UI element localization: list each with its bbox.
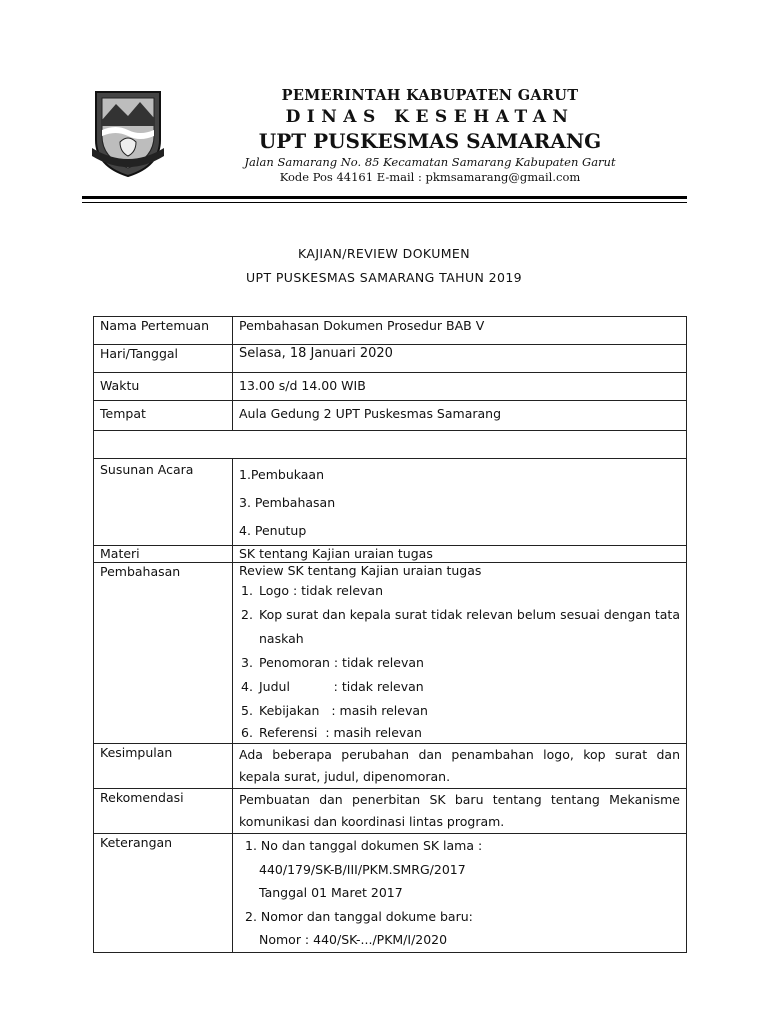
agenda-list: [233, 459, 687, 546]
discussion-list: [239, 579, 680, 743]
notes-cell: [233, 834, 687, 953]
table-row: [94, 744, 687, 789]
row-label: Rekomendasi: [94, 789, 233, 834]
row-value: Pembuatan dan penerbitan SK baru tentang tentang Mekanisme komunikasi dan koordinasi lintas program.: [233, 789, 687, 834]
table-row: [94, 373, 687, 401]
row-label: Hari/Tanggal: [94, 345, 233, 373]
table-row: [94, 546, 687, 563]
row-value: SK tentang Kajian uraian tugas: [233, 546, 687, 563]
government-name: PEMERINTAH KABUPATEN GARUT: [281, 87, 579, 104]
garut-regency-emblem: [92, 86, 164, 178]
row-label: Susunan Acara: [94, 459, 233, 546]
row-label: Tempat: [94, 401, 233, 431]
row-label: Nama Pertemuan: [94, 317, 233, 345]
note-detail: Tanggal 01 Maret 2017: [259, 885, 403, 900]
empty-cell: [94, 431, 687, 459]
letterhead-rule-thick: [82, 196, 687, 199]
list-item: 2. Kop surat dan kepala surat tidak relevan belum sesuai dengan tata naskah: [241, 607, 680, 646]
discussion-cell: [233, 563, 687, 744]
note-detail: 440/179/SK-B/III/PKM.SMRG/2017: [259, 861, 466, 877]
row-label: Keterangan: [94, 834, 233, 953]
table-row: [94, 345, 687, 373]
list-item: 3. Penomoran : tidak relevan: [241, 655, 424, 670]
note-detail: Nomor : 440/SK-.../PKM/I/2020: [259, 932, 448, 947]
table-row: [94, 317, 687, 345]
row-value: Ada beberapa perubahan dan penambahan logo, kop surat dan kepala surat, judul, dipenomoran.: [233, 744, 687, 789]
table-row: [94, 834, 687, 953]
row-label: Waktu: [94, 373, 233, 401]
address: Jalan Samarang No. 85 Kecamatan Samarang Kabupaten Garut: [244, 155, 616, 169]
letterhead: [170, 86, 690, 185]
row-value: 13.00 s/d 14.00 WIB: [233, 373, 687, 401]
table-row: [94, 401, 687, 431]
table-row: [94, 789, 687, 834]
letterhead-rule-thin: [82, 202, 687, 203]
note-item: 1. No dan tanggal dokumen SK lama :: [245, 838, 483, 853]
list-item: 1.Pembukaan: [239, 467, 325, 482]
institution-name: UPT PUSKESMAS SAMARANG: [258, 129, 602, 153]
table-row-empty: [94, 431, 687, 459]
discussion-intro: Review SK tentang Kajian uraian tugas: [239, 563, 482, 578]
note-item: 2. Nomor dan tanggal dokume baru:: [245, 908, 473, 924]
list-item: 5. Kebijakan : masih relevan: [241, 703, 428, 718]
list-item: 6. Referensi : masih relevan: [241, 725, 422, 740]
row-value: Aula Gedung 2 UPT Puskesmas Samarang: [233, 401, 687, 431]
review-table: [93, 316, 687, 953]
table-row: [94, 459, 687, 546]
document-subtitle: UPT PUSKESMAS SAMARANG TAHUN 2019: [245, 270, 523, 285]
contact: Kode Pos 44161 E-mail : pkmsamarang@gmail.com: [279, 170, 581, 184]
table-row: [94, 563, 687, 744]
list-item: 1. Logo : tidak relevan: [241, 583, 384, 598]
list-item: 4. Judul : tidak relevan: [241, 679, 424, 694]
row-label: Pembahasan: [94, 563, 233, 744]
row-value: Pembahasan Dokumen Prosedur BAB V: [233, 317, 687, 345]
agency-name: DINAS KESEHATAN: [285, 107, 575, 127]
row-label: Kesimpulan: [94, 744, 233, 789]
list-item: 4. Penutup: [239, 523, 307, 538]
row-label: Materi: [94, 546, 233, 563]
list-item: 3. Pembahasan: [239, 495, 336, 510]
document-title: KAJIAN/REVIEW DOKUMEN: [298, 246, 470, 261]
row-value: Selasa, 18 Januari 2020: [233, 345, 687, 373]
